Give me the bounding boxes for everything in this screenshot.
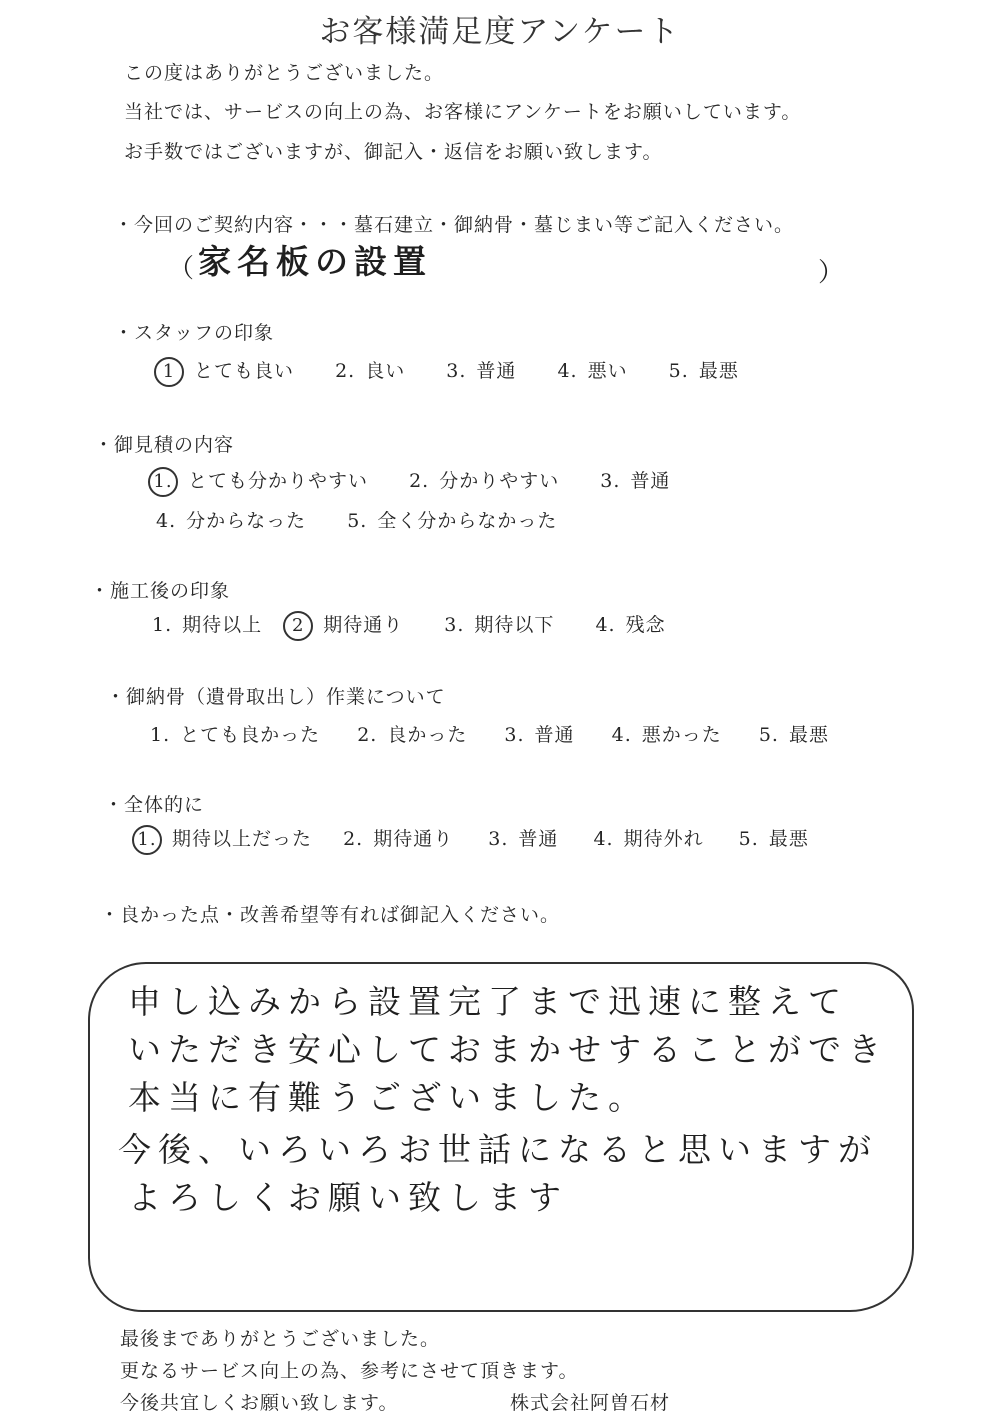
estimate-option-5-label: 全く分からなかった xyxy=(377,510,558,532)
after-question: ・施工後の印象 xyxy=(90,580,231,602)
after-option-2-num-selected[interactable]: 2 xyxy=(283,611,313,641)
estimate-option-4-num[interactable]: 4. xyxy=(156,510,177,532)
estimate-option-4-label: 分からなった xyxy=(186,510,307,532)
staff-options xyxy=(154,356,739,387)
comment-line-3: 本当に有難うございました。 xyxy=(128,1078,648,1117)
estimate-options-row-1 xyxy=(148,466,670,497)
closing-line-3: 今後共宜しくお願い致します。 xyxy=(120,1392,399,1414)
estimate-option-2-num[interactable]: 2. xyxy=(409,470,430,492)
staff-option-3-label: 普通 xyxy=(476,360,517,382)
staff-option-2-label: 良い xyxy=(365,360,406,382)
intro-line-1: この度はありがとうございました。 xyxy=(124,62,445,84)
estimate-question: ・御見積の内容 xyxy=(94,434,235,456)
overall-option-2-num[interactable]: 2. xyxy=(343,828,364,850)
overall-option-4-label: 期待外れ xyxy=(623,828,704,850)
after-option-2-label: 期待通り xyxy=(323,614,404,636)
estimate-option-1-num-selected[interactable]: 1. xyxy=(148,467,178,497)
estimate-option-1-label: とても分かりやすい xyxy=(188,470,369,492)
staff-option-1-num-selected[interactable]: 1 xyxy=(154,357,184,387)
nokotsu-question: ・御納骨（遺骨取出し）作業について xyxy=(106,686,446,708)
estimate-options-row-2 xyxy=(156,506,557,533)
contract-paren-close: ） xyxy=(818,258,846,288)
overall-option-5-label: 最悪 xyxy=(768,828,809,850)
staff-option-2-num[interactable]: 2. xyxy=(335,360,356,382)
staff-option-4-label: 悪い xyxy=(587,360,628,382)
nokotsu-option-1-num[interactable]: 1. xyxy=(150,724,171,746)
nokotsu-option-5-label: 最悪 xyxy=(788,724,829,746)
contract-answer[interactable]: 家名板の設置 xyxy=(198,242,432,281)
comment-line-1: 申し込みから設置完了まで迅速に整えて xyxy=(128,982,848,1021)
after-options xyxy=(152,610,666,641)
estimate-option-3-num[interactable]: 3. xyxy=(600,470,621,492)
overall-option-3-label: 普通 xyxy=(518,828,559,850)
estimate-option-2-label: 分かりやすい xyxy=(439,470,560,492)
nokotsu-option-5-num[interactable]: 5. xyxy=(758,724,779,746)
closing-line-2: 更なるサービス向上の為、参考にさせて頂きます。 xyxy=(120,1360,579,1382)
nokotsu-option-3-label: 普通 xyxy=(534,724,575,746)
overall-option-2-label: 期待通り xyxy=(373,828,454,850)
nokotsu-options xyxy=(150,720,829,747)
overall-option-3-num[interactable]: 3. xyxy=(488,828,509,850)
overall-option-1-label: 期待以上だった xyxy=(172,828,313,850)
contract-question: ・今回のご契約内容・・・墓石建立・御納骨・墓じまい等ご記入ください。 xyxy=(114,214,795,236)
comment-line-4: 今後、いろいろお世話になると思いますが xyxy=(118,1130,878,1169)
after-option-4-label: 残念 xyxy=(625,614,666,636)
estimate-option-5-num[interactable]: 5. xyxy=(347,510,368,532)
nokotsu-option-2-label: 良かった xyxy=(387,724,468,746)
after-option-1-num[interactable]: 1. xyxy=(152,614,173,636)
nokotsu-option-2-num[interactable]: 2. xyxy=(357,724,378,746)
staff-option-4-num[interactable]: 4. xyxy=(557,360,578,382)
closing-line-1: 最後までありがとうございました。 xyxy=(120,1328,441,1350)
feedback-prompt: ・良かった点・改善希望等有れば御記入ください。 xyxy=(100,904,561,926)
after-option-4-num[interactable]: 4. xyxy=(595,614,616,636)
overall-question: ・全体的に xyxy=(104,794,205,816)
staff-question: ・スタッフの印象 xyxy=(114,322,275,344)
comment-line-2: いただき安心しておまかせすることができ xyxy=(128,1030,888,1069)
comment-line-5: よろしくお願い致します xyxy=(128,1178,568,1217)
intro-line-3: お手数ではございますが、御記入・返信をお願い致します。 xyxy=(124,141,663,163)
intro-line-2: 当社では、サービスの向上の為、お客様にアンケートをお願いしています。 xyxy=(124,101,802,123)
staff-option-1-label: とても良い xyxy=(194,360,295,382)
after-option-1-label: 期待以上 xyxy=(182,614,263,636)
nokotsu-option-4-num[interactable]: 4. xyxy=(611,724,632,746)
page-title: お客様満足度アンケート xyxy=(319,14,681,50)
contract-paren-open: （ xyxy=(168,254,196,284)
staff-option-3-num[interactable]: 3. xyxy=(446,360,467,382)
overall-option-5-num[interactable]: 5. xyxy=(738,828,759,850)
nokotsu-option-3-num[interactable]: 3. xyxy=(504,724,525,746)
after-option-3-num[interactable]: 3. xyxy=(444,614,465,636)
staff-option-5-label: 最悪 xyxy=(698,360,739,382)
nokotsu-option-4-label: 悪かった xyxy=(641,724,722,746)
nokotsu-option-1-label: とても良かった xyxy=(180,724,321,746)
company-name: 株式会社阿曽石材 xyxy=(510,1392,671,1414)
overall-options xyxy=(132,824,809,855)
staff-option-5-num[interactable]: 5. xyxy=(668,360,689,382)
overall-option-1-num-selected[interactable]: 1. xyxy=(132,825,162,855)
estimate-option-3-label: 普通 xyxy=(630,470,671,492)
overall-option-4-num[interactable]: 4. xyxy=(593,828,614,850)
after-option-3-label: 期待以下 xyxy=(474,614,555,636)
